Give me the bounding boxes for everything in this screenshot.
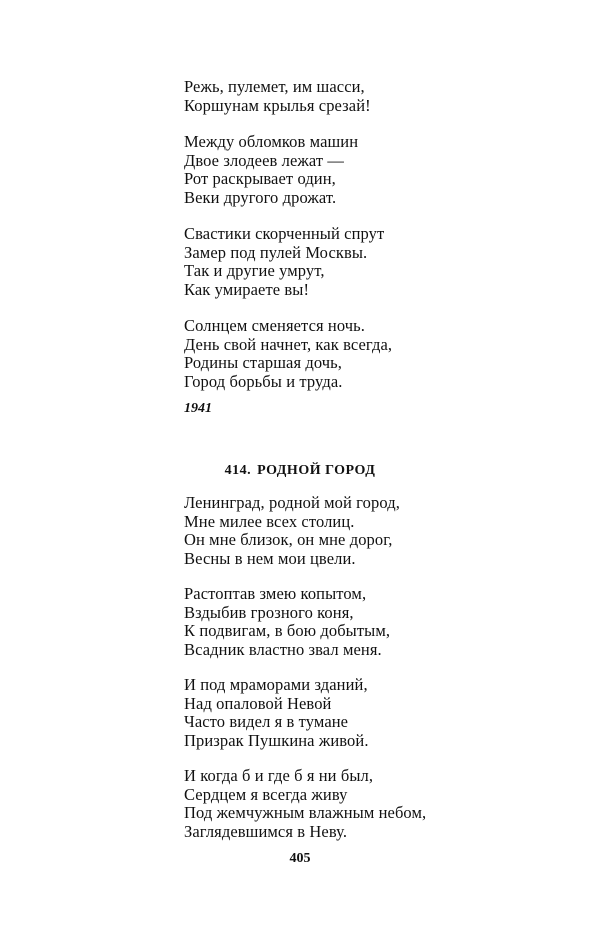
verse-line: И под мраморами зданий, — [184, 675, 368, 694]
verse-line: Растоптав змею копытом, — [184, 584, 367, 603]
poem-continued — [184, 78, 564, 409]
verse-line: Коршунам крылья срезай! — [184, 95, 371, 115]
stanza — [184, 585, 564, 659]
verse-line: Заглядевшимся в Неву. — [184, 821, 348, 841]
verse-line: Вздыбив грозного коня, — [184, 602, 354, 622]
verse-line: Мне милее всех столиц. — [184, 511, 355, 531]
verse-line: Свастики скорченный спрут — [184, 224, 385, 243]
verse-line: Ленинград, родной мой город, — [184, 493, 400, 512]
verse-line: Режь, пулемет, им шасси, — [184, 77, 365, 96]
verse-line: Так и другие умрут, — [184, 261, 325, 280]
verse-line: Весны в нем мои цвели. — [184, 548, 356, 568]
stanza — [184, 767, 564, 841]
verse-line: Солнцем сменяется ночь. — [184, 316, 366, 335]
verse-line: И когда б и где б я ни был, — [184, 766, 374, 785]
verse-line: Как умираете вы! — [184, 279, 310, 299]
verse-line: Под жемчужным влажным небом, — [184, 803, 427, 822]
verse-line: Веки другого дрожат. — [184, 187, 337, 207]
verse-line: К подвигам, в бою добытым, — [184, 621, 391, 640]
stanza — [184, 317, 564, 391]
verse-line: Город борьбы и труда. — [184, 371, 343, 391]
verse-line: День свой начнет, как всегда, — [184, 334, 393, 354]
verse-line: Рот раскрывает один, — [184, 169, 336, 188]
verse-line: Всадник властно звал меня. — [184, 639, 382, 659]
verse-line: Замер под пулей Москвы. — [184, 242, 368, 262]
stanza — [184, 494, 564, 568]
poem-title-text: РОДНОЙ ГОРОД — [257, 463, 376, 478]
verse-line: Сердцем я всегда живу — [184, 784, 348, 804]
verse-line: Родины старшая дочь, — [184, 353, 343, 372]
verse-line: Двое злодеев лежат — — [184, 150, 345, 170]
stanza — [184, 78, 564, 115]
page-number: 405 — [289, 851, 311, 866]
stanza — [184, 133, 564, 207]
stanza — [184, 225, 564, 299]
verse-line: Он мне близок, он мне дорог, — [184, 530, 393, 549]
verse-line: Над опаловой Невой — [184, 693, 332, 713]
stanza — [184, 676, 564, 750]
poem-rodnoy-gorod — [184, 494, 564, 858]
verse-line: Призрак Пушкина живой. — [184, 730, 369, 750]
verse-line: Между обломков машин — [184, 132, 359, 151]
verse-line: Часто видел я в тумане — [184, 712, 349, 731]
poem-title — [0, 463, 600, 479]
poem-year: 1941 — [184, 401, 212, 416]
poem-number: 414. — [224, 463, 252, 478]
